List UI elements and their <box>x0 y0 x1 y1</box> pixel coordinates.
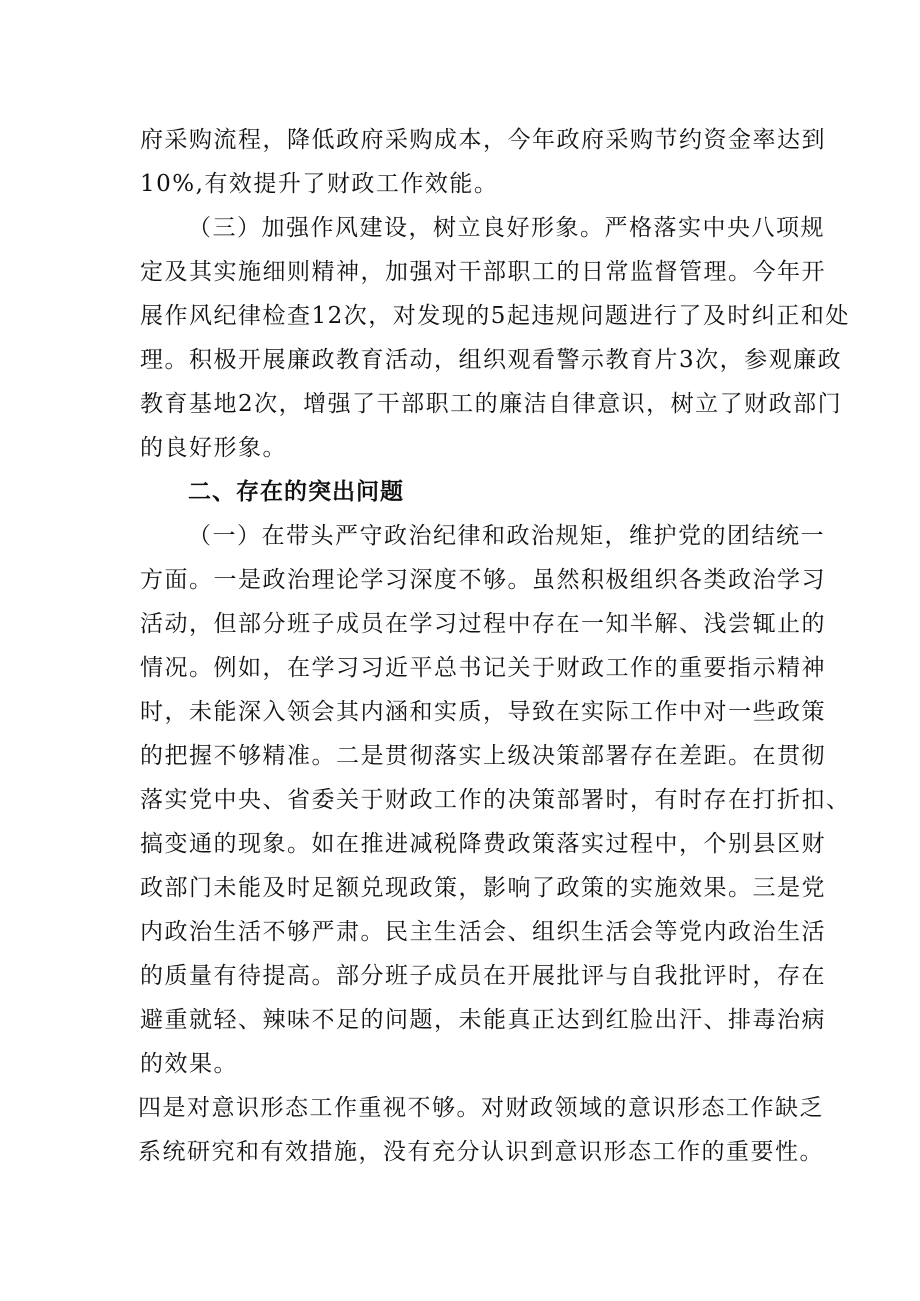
text-line: （一）在带头严守政治纪律和政治规矩，维护党的团结统一 <box>188 523 825 549</box>
text-line: 理。积极开展廉政教育活动，组织观看警示教育片3次，参观廉政 <box>140 347 843 373</box>
paragraph-procurement <box>140 118 826 206</box>
text-line: 的良好形象。 <box>140 435 287 461</box>
text-line: 情况。例如，在学习习近平总书记关于财政工作的重要指示精神 <box>140 655 826 681</box>
text-line: 府采购流程，降低政府采购成本，今年政府采购节约资金率达到 <box>140 127 826 153</box>
text-line: 政部门未能及时足额兑现政策，影响了政策的实施效果。三是党 <box>140 875 826 901</box>
text-line: 教育基地2次，增强了干部职工的廉洁自律意识，树立了财政部门 <box>140 391 843 417</box>
text-line: 系统研究和有效措施，没有充分认识到意识形态工作的重要性。 <box>138 1139 824 1165</box>
paragraph-ideology <box>138 1086 824 1174</box>
text-line: 活动，但部分班子成员在学习过程中存在一知半解、浅尝辄止的 <box>140 611 826 637</box>
text-line: 避重就轻、辣味不足的问题，未能真正达到红脸出汗、排毒治病 <box>140 1007 826 1033</box>
paragraph-work-style <box>140 206 850 470</box>
text-line: 四是对意识形态工作重视不够。对财政领域的意识形态工作缺乏 <box>138 1095 824 1121</box>
paragraph-political-discipline <box>140 514 851 1086</box>
text-line: 的把握不够精准。二是贯彻落实上级决策部署存在差距。在贯彻 <box>140 743 826 769</box>
text-line: 的质量有待提高。部分班子成员在开展批评与自我批评时，存在 <box>140 963 826 989</box>
section-heading: 二、存在的突出问题 <box>188 479 404 505</box>
text-line: 的效果。 <box>140 1051 238 1077</box>
text-line: 落实党中央、省委关于财政工作的决策部署时，有时存在打折扣、 <box>140 787 851 813</box>
text-line: 定及其实施细则精神，加强对干部职工的日常监督管理。今年开 <box>140 259 826 285</box>
text-line: （三）加强作风建设，树立良好形象。严格落实中央八项规 <box>188 215 825 241</box>
text-line: 时，未能深入领会其内涵和实质，导致在实际工作中对一些政策 <box>140 699 826 725</box>
document-page <box>138 118 851 1174</box>
text-line: 10%,有效提升了财政工作效能。 <box>140 171 499 197</box>
text-line: 方面。一是政治理论学习深度不够。虽然积极组织各类政治学习 <box>140 567 826 593</box>
text-line: 展作风纪律检查12次，对发现的5起违规问题进行了及时纠正和处 <box>140 303 850 329</box>
text-line: 搞变通的现象。如在推进减税降费政策落实过程中，个别县区财 <box>140 831 826 857</box>
text-line: 内政治生活不够严肃。民主生活会、组织生活会等党内政治生活 <box>140 919 826 945</box>
